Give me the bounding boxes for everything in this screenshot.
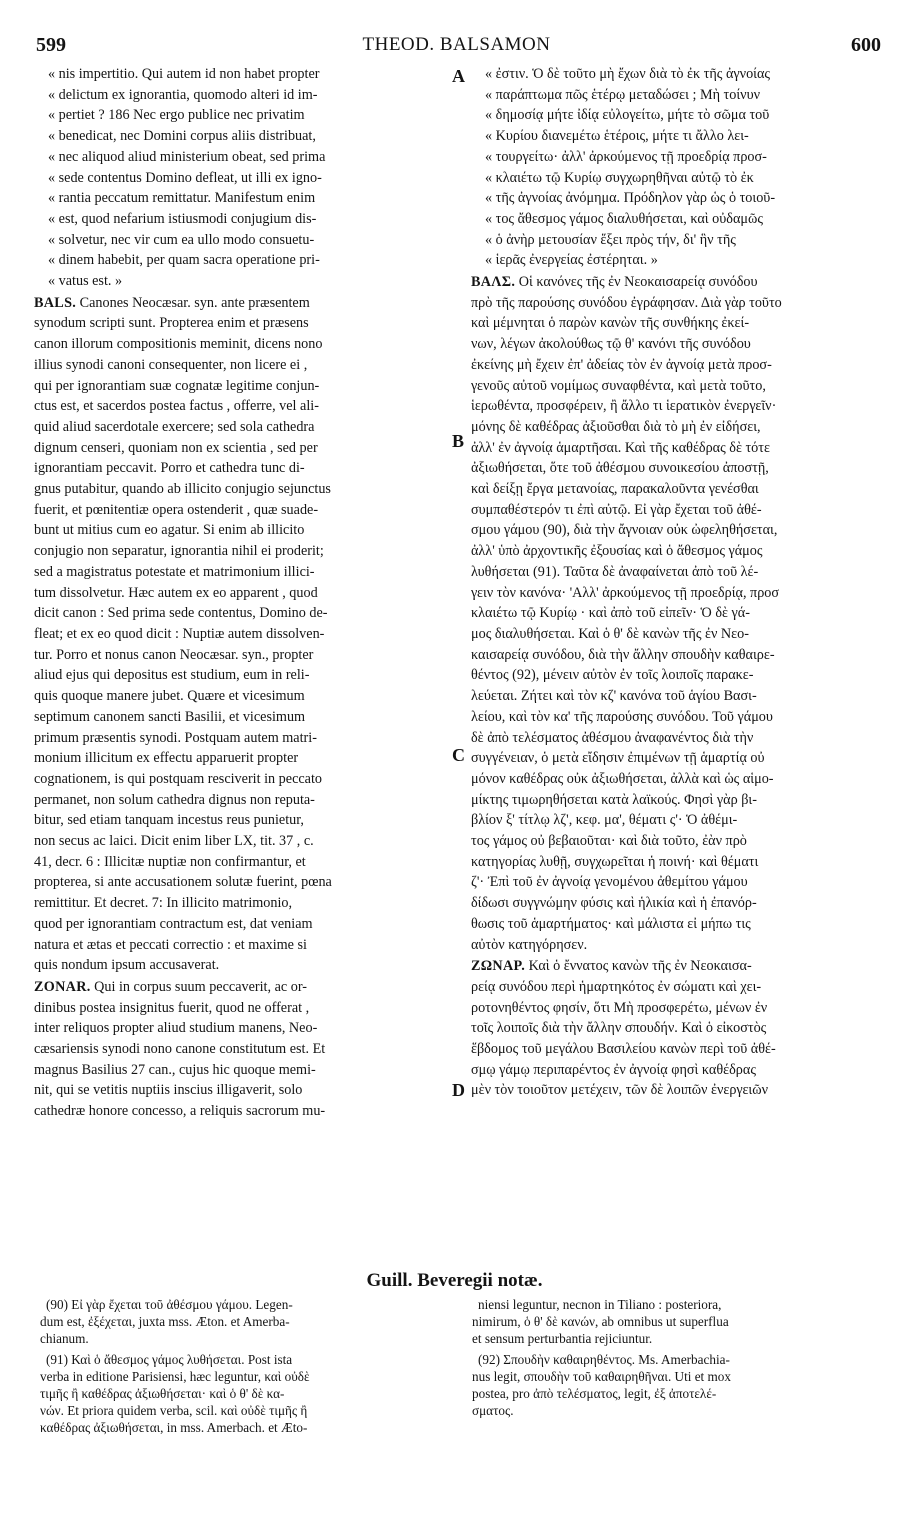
section-label: ΖΩΝΑΡ. xyxy=(471,958,526,975)
greek-column xyxy=(471,64,881,1102)
footnote-line: verba in editione Parisiensi, hæc leguntur, καὶ οὐδὲ xyxy=(40,1368,310,1384)
footnote-line: σματος. xyxy=(472,1403,514,1419)
text-line: gnus putabitur, quando ab illicito conjugio sejunctus xyxy=(34,481,331,498)
text-line: γενοῦς αὐτοῦ νομίμως συναφθέντα, καὶ μετὰ τοῦτο, xyxy=(471,377,766,394)
text-line: τος γάμος οὐ βεβαιοῦται· καὶ διὰ τοῦτο, ἐὰν πρὸ xyxy=(471,833,747,850)
greek-zonaras-commentary xyxy=(471,956,881,1101)
text-line: « solvetur, nec vir cum ea ullo modo consuetu- xyxy=(48,231,315,248)
text-line: qui per ignorantiam suæ cognatæ legitime conjun- xyxy=(34,377,320,394)
text-line: cæsariensis synodi nono canone constitutum est. Et xyxy=(34,1041,326,1058)
text-line: propterea, si ante accusationem solutæ fuerint, pœna xyxy=(34,874,332,891)
text-line: sed a magistratus potestate et matrimonium illici- xyxy=(34,563,315,580)
footnote-line: nimirum, ὁ θ' δὲ κανών, ab omnibus ut superflua xyxy=(472,1314,729,1330)
latin-quote xyxy=(34,64,450,292)
text-line: συμπαθέστερόν τι ἐπὶ αὐτῷ. Εἰ γὰρ ἔχεται τοῦ ἀθέ- xyxy=(471,501,762,518)
text-segment: Qui in corpus suum peccaverit, ac or- xyxy=(94,978,307,995)
text-line: μόνης δὲ καθέδρας ἀξιοῦσθαι διὰ τὸ μὴ ἐν εἰδήσει, xyxy=(471,418,761,435)
text-line: νων, λέγων ἀκολούθως τῷ θ' κανόνι τῆς συνόδου xyxy=(471,336,751,353)
footnote-line: niensi leguntur, necnon in Tiliano : posteriora, xyxy=(478,1297,722,1312)
footnote-line: νών. Et priora quidem verba, scil. καὶ οὐδὲ τιμῆς ἢ xyxy=(40,1403,308,1419)
text-line: ἀξιωθήσεται, ὅτε τοῦ ἀθέσμου συνοικεσίου ἀποστῇ, xyxy=(471,460,769,477)
margin-marker-b: B xyxy=(452,431,465,451)
footnote xyxy=(472,1351,880,1420)
text-line: tum dissolvetur. Hæc autem ex eo apparent , quod xyxy=(34,584,318,601)
text-line: « vatus est. » xyxy=(48,273,123,290)
text-line: quis nondum ipsum accusaverat. xyxy=(34,957,220,974)
margin-marker-c: C xyxy=(452,745,465,765)
text-line: « est, quod nefarium istiusmodi conjugium dis- xyxy=(48,210,317,227)
text-line: μίκτης τιμωρηθήσεται κατὰ λαϊκούς. Φησὶ γὰρ βι- xyxy=(471,791,757,808)
text-line: bitur, sed etiam tanquam incestus reus punietur, xyxy=(34,812,304,829)
text-line: βλίον ξ' τίτλῳ λζ', κεφ. μα', θέματι ς'· Ὁ ἀθέμι- xyxy=(471,812,738,829)
text-line: « ἱερᾶς ἐνεργείας ἐστέρηται. » xyxy=(485,252,658,269)
text-line: aliud ejus qui depositus est studium, eum in reli- xyxy=(34,667,310,684)
text-line: « κλαιέτω τῷ Κυρίῳ συγχωρηθῆναι αὐτῷ τὸ ἐκ xyxy=(485,169,754,186)
text-line: « dinem habebit, per quam sacra operatione pri- xyxy=(48,252,320,269)
text-line: θωσις τοῦ ἁμαρτήματος· καὶ μάλιστα εἰ μήπω τις xyxy=(471,915,751,932)
text-line: ἱερωθέντα, προσφέρειν, ἢ ἄλλο τι ἱερατικὸν ἐνεργεῖν· xyxy=(471,398,777,415)
text-line: ctus est, et sacerdos postea factus , offerre, vel ali- xyxy=(34,398,319,415)
text-line: synodum scripti sunt. Propterea enim et præsens xyxy=(34,315,309,332)
text-line: θέντος (92), μένειν αὐτὸν ἐν τοῖς λοιποῖς παρακε- xyxy=(471,667,754,684)
text-line: « τῆς ἀγνοίας ἀνόμημα. Πρόδηλον γὰρ ὡς ὁ τοιοῦ- xyxy=(485,190,776,207)
text-line: « ἐστιν. Ὁ δὲ τοῦτο μὴ ἔχων διὰ τὸ ἐκ τῆς ἀγνοίας xyxy=(485,66,771,82)
text-line: κατηγορίας λυθῇ, συγχωρεῖται ἡ ποινή· καὶ θέματι xyxy=(471,853,759,870)
margin-marker-d: D xyxy=(452,1080,465,1100)
footnote xyxy=(472,1296,880,1348)
text-line: αὐτὸν κατηγόρησεν. xyxy=(471,936,588,953)
text-line: « δημοσίᾳ μήτε ἰδίᾳ εὐλογείτω, μήτε τὸ σῶμα τοῦ xyxy=(485,107,770,124)
notes-left-column xyxy=(40,1296,454,1440)
text-line: monium illicitum ex effectu apparuerit propter xyxy=(34,750,299,767)
text-line: quod per ignorantiam contractum est, dat veniam xyxy=(34,915,313,932)
text-line: dinibus postea insignitus fuerit, quod ne offerat , xyxy=(34,999,310,1016)
footnote-line: et sensum perturbantia rejiciuntur. xyxy=(472,1331,653,1347)
text-line: πρὸ τῆς παρούσης συνόδου ἐγράφησαν. Διὰ γὰρ τοῦτο xyxy=(471,294,782,311)
text-line: natura et ætas et peccati correctio : et maxime si xyxy=(34,936,307,953)
text-segment: Canones Neocæsar. syn. ante præsentem xyxy=(79,294,310,311)
text-line: « τουργείτω· ἀλλ' ἀρκούμενος τῇ προεδρίᾳ προσ- xyxy=(485,148,767,165)
text-line: septimum canonem sancti Basilii, et vicesimum xyxy=(34,708,306,725)
text-line: ἕβδομος τοῦ μεγάλου Βασιλείου κανὼν περὶ τοῦ ἀθέ- xyxy=(471,1041,776,1058)
text-line: σμου γάμου (90), διὰ τὴν ἄγνοιαν οὐκ ὠφεληθήσεται, xyxy=(471,522,778,539)
text-line: « Κυρίου διανεμέτω ἑτέροις, μήτε τι ἄλλο λει- xyxy=(485,128,749,145)
text-segment: Οἱ κανόνες τῆς ἐν Νεοκαισαρείᾳ συνόδου xyxy=(518,274,758,291)
text-line: « nis impertitio. Qui autem id non habet propter xyxy=(48,66,320,82)
text-line: remittitur. Et decret. 7: In illicito matrimonio, xyxy=(34,895,293,912)
running-title: THEOD. BALSAMON xyxy=(362,34,551,55)
text-line: « delictum ex ignorantia, quomodo alteri id im- xyxy=(48,86,318,103)
text-line: λεύεται. Ζήτει καὶ τὸν κζ' κανόνα τοῦ ἁγίου Βασι- xyxy=(471,688,757,705)
text-line xyxy=(34,977,450,998)
text-line: μὲν τὸν τοιοῦτον μετέχειν, τῶν δὲ λοιπῶν ἐνεργειῶν xyxy=(471,1082,768,1099)
text-line: quid aliud sacerdotale exercere; sed sola cathedra xyxy=(34,418,315,435)
text-line: ignorantiam peccavit. Porro et cathedra tunc di- xyxy=(34,460,305,477)
text-line: κλαιέτω τῷ Κυρίῳ · καὶ ἀπὸ τοῦ εἰπεῖν· Ὁ δὲ γά- xyxy=(471,605,750,622)
text-line xyxy=(471,272,881,293)
text-line: ζ'· Ἐπὶ τοῦ ἐν ἀγνοίᾳ γενομένου ἀθεμίτου γάμου xyxy=(471,874,748,891)
text-line: λείου, καὶ τὸν κα' τῆς παρούσης συνόδου. Τοῦ γάμου xyxy=(471,708,773,725)
footnote-line: dum est, ἐξέχεται, juxta mss. Æton. et Amerba- xyxy=(40,1314,290,1330)
text-line: « benedicat, nec Domini corpus aliis distribuat, xyxy=(48,128,316,145)
notes-right-column xyxy=(472,1296,880,1422)
text-line: primum præsentis synodi. Postquam autem matri- xyxy=(34,729,317,746)
page-header xyxy=(30,34,883,62)
text-line: ροτονηθέντος φησίν, ὅτι Μὴ προσφερέτω, μένων ἐν xyxy=(471,999,768,1016)
section-label: ZONAR. xyxy=(34,978,91,995)
text-line: δίδωσι συγγνώμην φύσις καὶ ἡλικία καὶ ἡ ἐπανόρ- xyxy=(471,895,757,912)
text-line: quis quoque manere jubet. Quære et vicesimum xyxy=(34,688,305,705)
footnote-line: (91) Καὶ ὁ ἄθεσμος γάμος λυθήσεται. Post ista xyxy=(46,1351,293,1367)
page-number-right: 600 xyxy=(851,34,881,56)
page-number-left: 599 xyxy=(36,34,66,56)
text-line xyxy=(34,293,450,314)
footnote-line: τιμῆς ἢ καθέδρας ἀξιωθήσεται· καὶ ὁ θ' δὲ κα- xyxy=(40,1386,285,1402)
section-label: ΒΑΛΣ. xyxy=(471,274,516,291)
text-line: ἐκείνης μὴ ἔχειν ἐπ' ἀδείας τὸν ἐν ἀγνοίᾳ μετὰ προσ- xyxy=(471,356,772,373)
text-line: καὶ μέμνηται ὁ παρὼν κανὼν τῆς συνθήκης ἐκεί- xyxy=(471,315,750,332)
greek-quote xyxy=(471,64,881,271)
greek-balsamon-commentary xyxy=(471,272,881,955)
footnote-line: chianum. xyxy=(40,1331,89,1347)
footnote-line: καθέδρας ἀξιωθήσεται, in mss. Amerbach. et Æto- xyxy=(40,1420,308,1436)
text-line: « rantia peccatum remittatur. Manifestum enim xyxy=(48,190,316,207)
text-line: bunt ut mitius cum eo agatur. Si enim ab illicito xyxy=(34,522,305,539)
text-line: dicit canon : Sed prima sede contentus, Domino de- xyxy=(34,605,328,622)
footnote-line: (92) Σπουδὴν καθαιρηθέντος. Ms. Amerbachia- xyxy=(478,1351,730,1367)
text-segment: Καὶ ὁ ἔννατος κανὼν τῆς ἐν Νεοκαισα- xyxy=(528,958,752,975)
text-line: ἀλλ' ὑπὸ ἀρχοντικῆς ἐξουσίας καὶ ὁ ἄθεσμος γάμος xyxy=(471,543,763,560)
text-line: 41, decr. 6 : Illicitæ nuptiæ non confirmantur, et xyxy=(34,853,306,870)
text-line: tur. Porro et nonus canon Neocæsar. syn., propter xyxy=(34,646,314,663)
text-line: « sede contentus Domino defleat, ut illi ex igno- xyxy=(48,169,322,186)
text-line: « τος ἄθεσμος γάμος διαλυθήσεται, καὶ οὐδαμῶς xyxy=(485,210,763,227)
text-line: καισαρείᾳ συνόδου, διὰ τὴν ἄλλην σπουδὴν καθαιρε- xyxy=(471,646,775,663)
text-line: λυθήσεται (91). Ταῦτα δὲ ἀναφαίνεται ἀπὸ τοῦ λέ- xyxy=(471,563,759,580)
text-line xyxy=(471,956,881,977)
text-line: magnus Basilius 27 can., cujus hic quoque memi- xyxy=(34,1061,316,1078)
latin-zonaras-commentary xyxy=(34,977,450,1122)
notes-title: Guill. Beveregii notæ. xyxy=(366,1270,543,1291)
text-line: non secus ac laici. Dicit enim liber LX, tit. 37 , c. xyxy=(34,833,314,850)
text-line: conjugio non separatur, ignorantia nihil ei proderit; xyxy=(34,543,324,560)
text-line: σμῳ γάμῳ περιπαρέντος ἐν ἀγνοίᾳ φησὶ καθέδρας xyxy=(471,1061,756,1078)
footnote-line: nus legit, σπουδὴν τοῦ καθαιρηθῆναι. Uti et mox xyxy=(472,1368,731,1384)
text-line: fuerit, et pœnitentiæ opera ostenderit , quæ suade- xyxy=(34,501,319,518)
text-line: « παράπτωμα πῶς ἑτέρῳ μεταδώσει ; Μὴ τοίνυν xyxy=(485,86,761,103)
text-line: cathedræ honore concesso, a reliquis sacrorum mu- xyxy=(34,1103,326,1120)
text-line: « pertiet ? 186 Nec ergo publice nec privatim xyxy=(48,107,305,124)
text-line: illius synodi canoni consequenter, non licere ei , xyxy=(34,356,308,373)
text-line: dignum censeri, quoniam non ex scientia , sed per xyxy=(34,439,318,456)
text-line: γειν τὸν κανόνα· 'Αλλ' ἀρκούμενος τῇ προεδρίᾳ, προσ xyxy=(471,584,780,601)
text-line: ἀλλ' ἐν ἀγνοίᾳ ἁμαρτῆσαι. Καὶ τῆς καθέδρας δὲ τότε xyxy=(471,439,770,456)
text-line: ρείᾳ συνόδου περὶ ἡμαρτηκότος ἐν σώματι καὶ χει- xyxy=(471,978,762,995)
text-line: permanet, non solum cathedra dignus non reputa- xyxy=(34,791,315,808)
margin-marker-a: A xyxy=(452,66,465,86)
footnote-line: (90) Εἰ γὰρ ἔχεται τοῦ ἀθέσμου γάμου. Legen- xyxy=(46,1297,293,1312)
footnote-line: postea, pro ἀπὸ τελέσματος, legit, ἐξ ἀποτελέ- xyxy=(472,1386,717,1402)
text-line: καὶ δείξῃ ἔργα μετανοίας, παρακαλοῦντα γενέσθαι xyxy=(471,481,759,498)
text-line: μος διαλυθήσεται. Καὶ ὁ θ' δὲ κανὼν τῆς ἐν Νεο- xyxy=(471,625,749,642)
text-line: nit, qui se vetitis nuptiis inscius illigaverit, solo xyxy=(34,1082,303,1099)
text-line: inter reliquos propter aliud studium manens, Neo- xyxy=(34,1020,318,1037)
text-line: μόνον καθέδρας οὐκ ἀξιωθήσεται, ἀλλὰ καὶ ὡς αἱμο- xyxy=(471,770,774,787)
text-line: συγγένειαν, ὁ μετὰ εἴδησιν ἐπιμένων τῇ ἁμαρτίᾳ οὐ xyxy=(471,750,765,767)
text-line: fleat; et ex eo quod dicit : Nuptiæ autem dissolven- xyxy=(34,625,325,642)
footnote xyxy=(40,1351,454,1437)
text-line: cognationem, is qui postquam resciverit in peccato xyxy=(34,770,323,787)
latin-balsamon-commentary xyxy=(34,293,450,976)
text-line: δὲ ἀπὸ τελέσματος ἀθέσμου ἀναφανέντος διὰ τὴν xyxy=(471,729,754,746)
text-line: « ὁ ἀνὴρ μετουσίαν ἕξει πρὸς τήν, δι' ἣν τῆς xyxy=(485,231,736,248)
section-label: BALS. xyxy=(34,294,77,311)
text-line: τοῖς λοιποῖς διὰ τὴν ἄλλην σπουδήν. Καὶ ὁ εἰκοστὸς xyxy=(471,1020,767,1037)
latin-column xyxy=(34,64,450,1123)
footnote xyxy=(40,1296,454,1348)
text-line: « nec aliquod aliud ministerium obeat, sed prima xyxy=(48,148,326,165)
text-line: canon illorum compositionis meminit, dicens nono xyxy=(34,336,323,353)
